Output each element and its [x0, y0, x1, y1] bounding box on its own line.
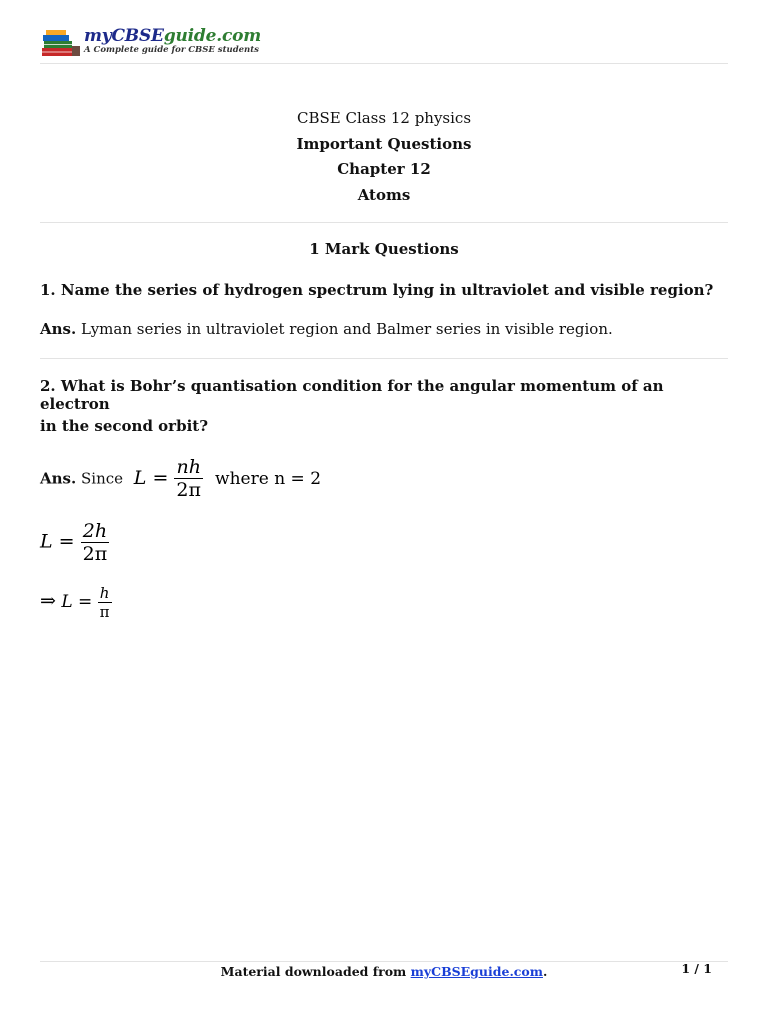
title-topic: Atoms	[357, 185, 411, 204]
header-divider	[40, 63, 728, 64]
footer-divider	[40, 961, 728, 962]
answer-2-equation-2: L = $\frac{2h}{2\pi}$	[40, 520, 108, 565]
logo-wordmark: myCBSEguide.com	[84, 26, 262, 46]
document-title	[40, 106, 728, 208]
answer-text: Lyman series in ultraviolet region and Balmer series in visible region.	[81, 320, 613, 338]
equation-angular-momentum: L = $\frac{nh}{2\pi}$ where n = 2	[133, 456, 322, 501]
question-2-line-1: 2. What is Bohr’s quantisation condition for the angular momentum of an electron	[40, 377, 664, 413]
answer-prefix: Since	[81, 469, 124, 488]
answer-2-equation-3: ⇒ L = $\frac{h}{\pi}$	[40, 584, 110, 621]
answer-label: Ans.	[40, 320, 77, 338]
question-1: 1. Name the series of hydrogen spectrum lying in ultraviolet and visible region?	[40, 281, 714, 299]
logo-tagline: A Complete guide for CBSE students	[84, 45, 259, 55]
question-divider	[40, 358, 728, 359]
title-divider	[40, 222, 728, 223]
page-number: 1 / 1	[681, 961, 712, 976]
page-header	[40, 26, 728, 64]
footer-site-link[interactable]: myCBSEguide.com	[410, 964, 543, 979]
section-title: 1 Mark Questions	[309, 240, 459, 258]
fraction-nh-over-2pi: $\frac{nh}{2\pi}$	[176, 456, 201, 501]
answer-2-equation-1	[40, 456, 728, 501]
footer-note: Material downloaded from myCBSEguide.com.	[220, 964, 548, 979]
question-2-line-2: in the second orbit?	[40, 417, 208, 435]
answer-label: Ans.	[40, 469, 77, 488]
title-subject: Important Questions	[296, 134, 472, 153]
fraction-h-over-pi: $\frac{h}{\pi}$	[99, 584, 110, 621]
books-icon	[40, 28, 82, 60]
title-chapter: Chapter 12	[337, 160, 431, 178]
title-class: CBSE Class 12 physics	[296, 109, 472, 127]
answer-1	[40, 320, 728, 338]
implies-arrow: ⇒	[40, 590, 56, 612]
fraction-2h-over-2pi: $\frac{2h}{2\pi}$	[82, 520, 108, 565]
site-logo[interactable]	[40, 26, 280, 62]
